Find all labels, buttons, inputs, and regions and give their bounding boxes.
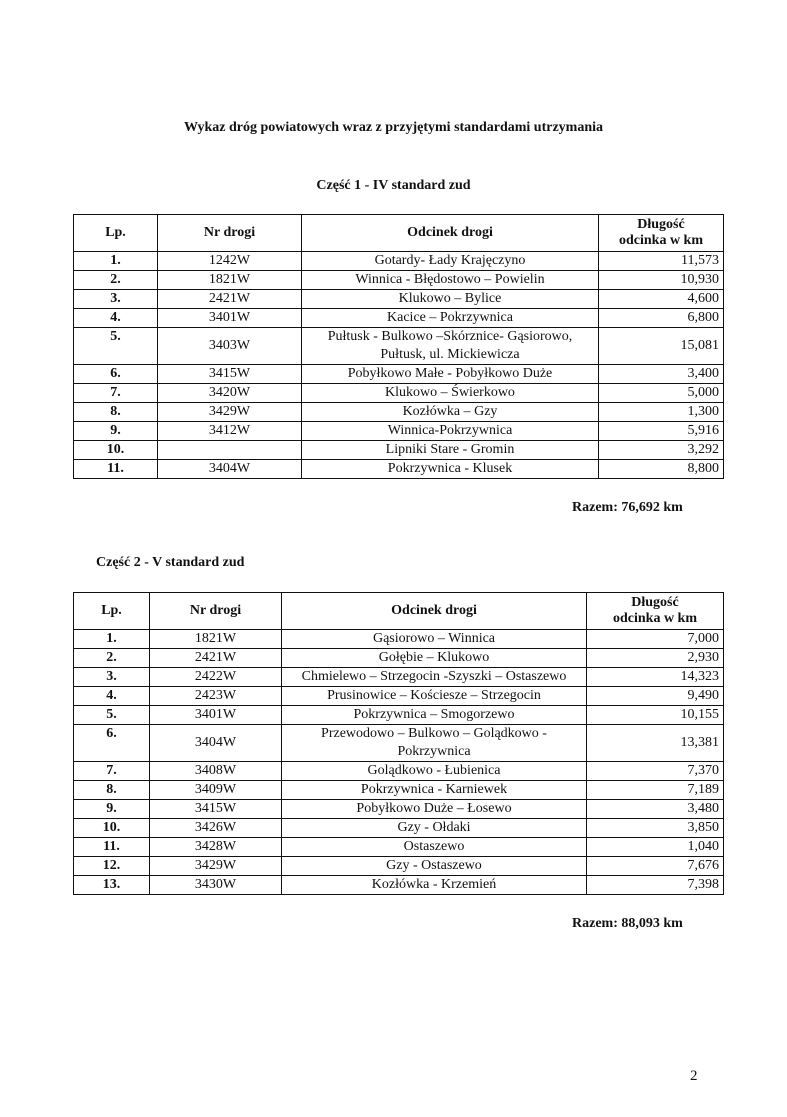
table-row (74, 838, 724, 857)
cell-dlugosc: 1,300 (599, 403, 724, 422)
cell-odcinek: Przewodowo – Bulkowo – Golądkowo - Pokrzywnica (282, 725, 587, 762)
cell-lp: 2. (74, 271, 158, 290)
header-dlugosc-line2: odcinka w km (612, 611, 698, 626)
table-row (74, 800, 724, 819)
cell-lp: 4. (74, 687, 150, 706)
cell-odcinek: Lipniki Stare - Gromin (302, 441, 599, 460)
cell-odcinek: Klukowo – Bylice (302, 290, 599, 309)
cell-odcinek: Klukowo – Świerkowo (302, 384, 599, 403)
header-dlugosc-line1: Długość (637, 217, 685, 232)
cell-odcinek: Pobyłkowo Małe - Pobyłkowo Duże (302, 365, 599, 384)
cell-nr-drogi: 2422W (150, 668, 282, 687)
table-row (74, 819, 724, 838)
cell-dlugosc: 7,676 (587, 857, 724, 876)
cell-dlugosc: 7,370 (587, 762, 724, 781)
cell-lp: 8. (74, 403, 158, 422)
table-row (74, 762, 724, 781)
table-row (74, 668, 724, 687)
cell-dlugosc: 3,292 (599, 441, 724, 460)
section1-total: Razem: 76,692 km (572, 500, 683, 515)
header-dlugosc-line2: odcinka w km (618, 233, 704, 248)
cell-odcinek: Gzy - Ostaszewo (282, 857, 587, 876)
cell-lp: 10. (74, 819, 150, 838)
table-header-row (74, 215, 724, 252)
cell-nr-drogi: 2421W (150, 649, 282, 668)
cell-odcinek: Gąsiorowo – Winnica (282, 630, 587, 649)
cell-odcinek: Kozłówka – Gzy (302, 403, 599, 422)
cell-odcinek: Kozłówka - Krzemień (282, 876, 587, 895)
cell-nr-drogi: 3415W (158, 365, 302, 384)
cell-dlugosc: 13,381 (587, 725, 724, 762)
cell-lp: 3. (74, 668, 150, 687)
cell-nr-drogi: 3426W (150, 819, 282, 838)
cell-odcinek: Gołębie – Klukowo (282, 649, 587, 668)
header-dlugosc (587, 593, 724, 630)
cell-nr-drogi: 3412W (158, 422, 302, 441)
cell-dlugosc: 2,930 (587, 649, 724, 668)
cell-lp: 6. (74, 365, 158, 384)
cell-odcinek: Chmielewo – Strzegocin -Szyszki – Ostaszewo (282, 668, 587, 687)
cell-dlugosc: 7,000 (587, 630, 724, 649)
cell-odcinek: Pobyłkowo Duże – Łosewo (282, 800, 587, 819)
header-nr-drogi: Nr drogi (158, 215, 302, 252)
cell-dlugosc: 10,155 (587, 706, 724, 725)
header-lp: Lp. (74, 215, 158, 252)
cell-lp: 11. (74, 838, 150, 857)
cell-odcinek: Pułtusk - Bulkowo –Skórznice- Gąsiorowo, Pułtusk, ul. Mickiewicza (302, 328, 599, 365)
cell-lp: 7. (74, 384, 158, 403)
cell-nr-drogi: 3415W (150, 800, 282, 819)
cell-odcinek: Prusinowice – Kościesze – Strzegocin (282, 687, 587, 706)
table-row (74, 328, 724, 365)
cell-nr-drogi (158, 441, 302, 460)
cell-dlugosc: 5,000 (599, 384, 724, 403)
cell-lp: 13. (74, 876, 150, 895)
table-row (74, 403, 724, 422)
cell-dlugosc: 7,398 (587, 876, 724, 895)
table-header-row (74, 593, 724, 630)
cell-odcinek: Pokrzywnica – Smogorzewo (282, 706, 587, 725)
cell-odcinek: Pokrzywnica - Klusek (302, 460, 599, 479)
cell-nr-drogi: 1821W (150, 630, 282, 649)
cell-nr-drogi: 1242W (158, 252, 302, 271)
table-row (74, 309, 724, 328)
cell-dlugosc: 1,040 (587, 838, 724, 857)
table-row (74, 649, 724, 668)
cell-nr-drogi: 3404W (150, 725, 282, 762)
cell-odcinek: Winnica - Błędostowo – Powielin (302, 271, 599, 290)
cell-dlugosc: 11,573 (599, 252, 724, 271)
cell-nr-drogi: 3401W (150, 706, 282, 725)
cell-nr-drogi: 3408W (150, 762, 282, 781)
table-row (74, 271, 724, 290)
cell-dlugosc: 3,850 (587, 819, 724, 838)
cell-lp: 1. (74, 252, 158, 271)
cell-nr-drogi: 3430W (150, 876, 282, 895)
cell-odcinek: Pokrzywnica - Karniewek (282, 781, 587, 800)
page-number: 2 (690, 1068, 698, 1084)
cell-lp: 11. (74, 460, 158, 479)
cell-nr-drogi: 2423W (150, 687, 282, 706)
table-row (74, 441, 724, 460)
cell-odcinek: Kacice – Pokrzywnica (302, 309, 599, 328)
cell-odcinek: Winnica-Pokrzywnica (302, 422, 599, 441)
cell-lp: 5. (74, 706, 150, 725)
section2-total: Razem: 88,093 km (572, 916, 683, 931)
cell-lp: 10. (74, 441, 158, 460)
cell-lp: 9. (74, 422, 158, 441)
table-row (74, 365, 724, 384)
cell-dlugosc: 8,800 (599, 460, 724, 479)
cell-lp: 6. (74, 725, 150, 762)
cell-dlugosc: 4,600 (599, 290, 724, 309)
cell-nr-drogi: 3403W (158, 328, 302, 365)
section1-table-body (74, 252, 724, 479)
cell-lp: 3. (74, 290, 158, 309)
table-row (74, 460, 724, 479)
cell-dlugosc: 3,480 (587, 800, 724, 819)
cell-dlugosc: 3,400 (599, 365, 724, 384)
table-row (74, 706, 724, 725)
cell-lp: 9. (74, 800, 150, 819)
section2-table (73, 592, 724, 895)
section1-heading: Część 1 - IV standard zud (316, 178, 471, 193)
header-lp: Lp. (74, 593, 150, 630)
cell-nr-drogi: 3429W (158, 403, 302, 422)
cell-nr-drogi: 2421W (158, 290, 302, 309)
table-row (74, 781, 724, 800)
cell-dlugosc: 14,323 (587, 668, 724, 687)
header-odcinek-drogi: Odcinek drogi (302, 215, 599, 252)
cell-nr-drogi: 1821W (158, 271, 302, 290)
cell-lp: 12. (74, 857, 150, 876)
cell-dlugosc: 7,189 (587, 781, 724, 800)
cell-lp: 7. (74, 762, 150, 781)
cell-nr-drogi: 3429W (150, 857, 282, 876)
table-row (74, 290, 724, 309)
table-row (74, 725, 724, 762)
table-row (74, 687, 724, 706)
cell-nr-drogi: 3401W (158, 309, 302, 328)
header-dlugosc (599, 215, 724, 252)
cell-dlugosc: 9,490 (587, 687, 724, 706)
header-nr-drogi: Nr drogi (150, 593, 282, 630)
table-row (74, 422, 724, 441)
document-title: Wykaz dróg powiatowych wraz z przyjętymi standardami utrzymania (183, 120, 604, 135)
header-odcinek-drogi: Odcinek drogi (282, 593, 587, 630)
cell-dlugosc: 10,930 (599, 271, 724, 290)
cell-nr-drogi: 3409W (150, 781, 282, 800)
table-row (74, 857, 724, 876)
cell-odcinek: Ostaszewo (282, 838, 587, 857)
cell-nr-drogi: 3420W (158, 384, 302, 403)
cell-dlugosc: 5,916 (599, 422, 724, 441)
section1-table (73, 214, 724, 479)
cell-nr-drogi: 3404W (158, 460, 302, 479)
table-row (74, 630, 724, 649)
table-row (74, 384, 724, 403)
table-row (74, 252, 724, 271)
cell-odcinek: Golądkowo - Łubienica (282, 762, 587, 781)
cell-lp: 5. (74, 328, 158, 365)
cell-dlugosc: 6,800 (599, 309, 724, 328)
section2-heading: Część 2 - V standard zud (96, 555, 245, 570)
table-row (74, 876, 724, 895)
cell-lp: 1. (74, 630, 150, 649)
cell-odcinek: Gzy - Ołdaki (282, 819, 587, 838)
section2-table-body (74, 630, 724, 895)
cell-lp: 8. (74, 781, 150, 800)
cell-nr-drogi: 3428W (150, 838, 282, 857)
cell-odcinek: Gotardy- Łady Krajęczyno (302, 252, 599, 271)
cell-lp: 4. (74, 309, 158, 328)
cell-dlugosc: 15,081 (599, 328, 724, 365)
header-dlugosc-line1: Długość (631, 595, 679, 610)
cell-lp: 2. (74, 649, 150, 668)
